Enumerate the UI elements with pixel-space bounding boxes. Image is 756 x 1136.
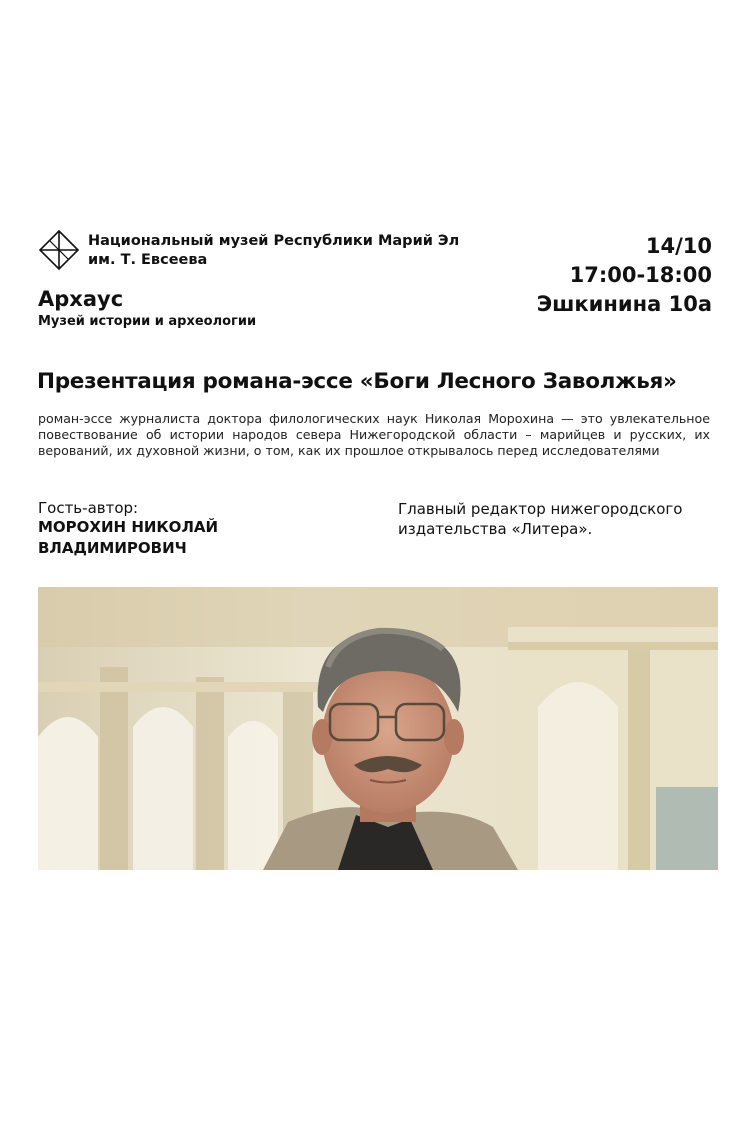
museum-name [88, 232, 459, 270]
guest-role-line1: Главный редактор нижегородского [398, 500, 683, 518]
guest-name [38, 517, 278, 559]
museum-name-line1: Национальный музей Республики Марий Эл [88, 233, 460, 249]
event-description: роман-эссе журналиста доктора филологических наук Николая Морохина — это увлекательное повествование об истории народов севера Нижегородской области – марийцев и русских, их верований, их духовной жизни, о том, как их прошлое открывалось перед исследователями [38, 411, 710, 458]
event-time: 17:00-18:00 [569, 263, 712, 287]
author-photo [38, 587, 718, 870]
museum-name-line2: им. Т. Евсеева [88, 252, 208, 268]
event-address: Эшкинина 10а [536, 292, 712, 316]
museum-logo-icon [38, 229, 80, 271]
event-date: 14/10 [645, 234, 712, 258]
event-title: Презентация романа-эссе «Боги Лесного Заволжья» [37, 369, 677, 394]
guest-role-line2: издательства «Литера». [398, 520, 593, 538]
event-info [537, 232, 712, 319]
guest-role [398, 499, 718, 539]
guest-name-line1: МОРОХИН НИКОЛАЙ [38, 518, 219, 536]
guest-name-line2: ВЛАДИМИРОВИЧ [38, 539, 187, 557]
guest-label: Гость-автор: [38, 499, 139, 517]
venue-name: Архаус [38, 287, 124, 311]
venue-subtitle: Музей истории и археологии [38, 314, 257, 329]
